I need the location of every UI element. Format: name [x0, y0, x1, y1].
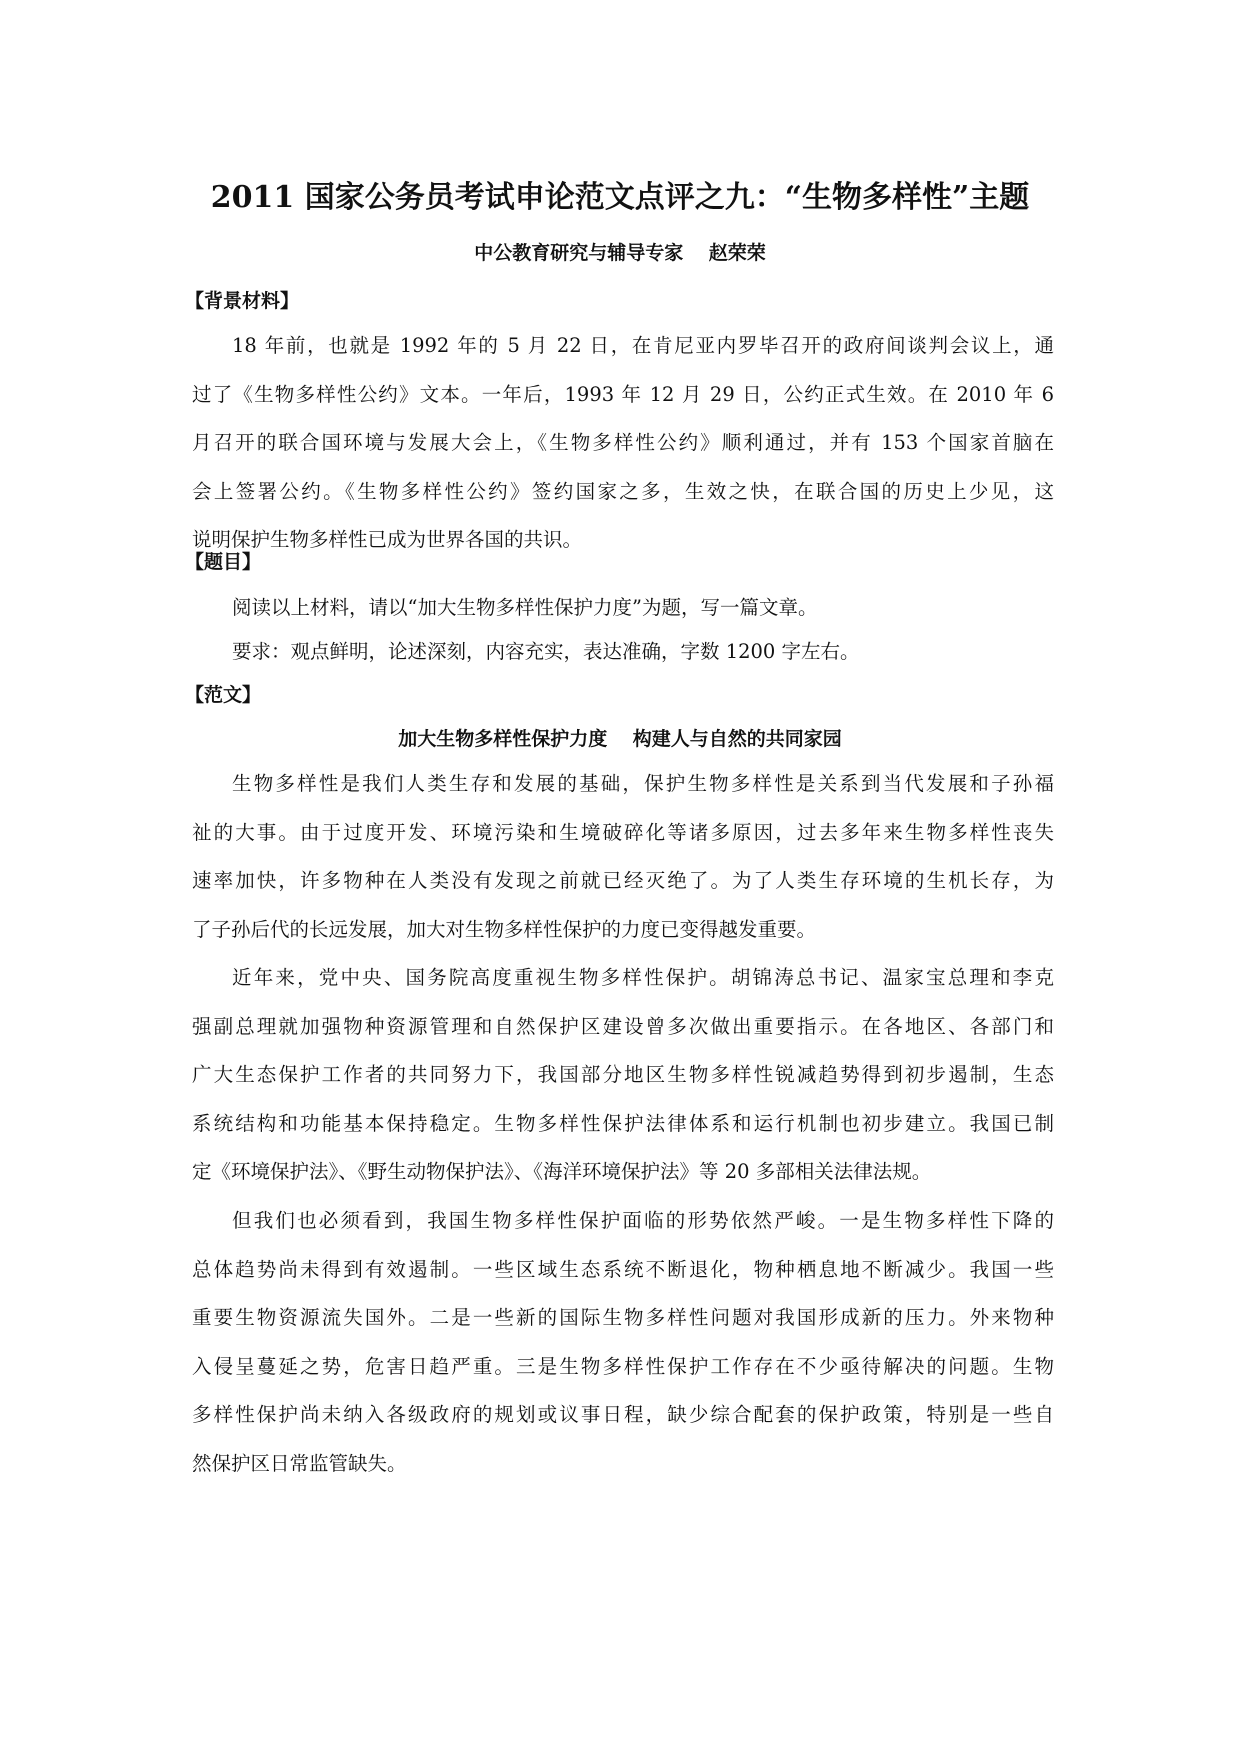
section-heading-question: 【题目】 — [185, 551, 262, 573]
text-line: 说明保护生物多样性已成为世界各国的共识。 — [192, 528, 583, 551]
text-line: 18 年前，也就是 1992 年的 5 月 22 日，在肯尼亚内罗毕召开的政府间谈判会议上，通 — [232, 334, 1054, 357]
text-line: 过了《生物多样性公约》文本。一年后，1993 年 12 月 29 日，公约正式生效。在 2010 年 6 — [192, 382, 1054, 406]
essay-paragraph-2 — [192, 954, 1054, 1197]
document-title: 2011 国家公务员考试申论范文点评之九：“生物多样性”主题 — [210, 180, 1030, 215]
section-heading-essay: 【范文】 — [185, 684, 262, 706]
text-line: 要求：观点鲜明，论述深刻，内容充实，表达准确，字数 1200 字左右。 — [232, 640, 860, 663]
section-heading-background: 【背景材料】 — [185, 290, 300, 312]
text-line: 然保护区日常监管缺失。 — [192, 1451, 407, 1475]
text-line: 速率加快，许多物种在人类没有发现之前就已经灭绝了。为了人类生存环境的生机长存，为 — [192, 869, 1054, 892]
essay-title: 加大生物多样性保护力度 构建人与自然的共同家园 — [398, 728, 842, 750]
text-line: 定《环境保护法》、《野生动物保护法》、《海洋环境保护法》等 20 多部相关法律法规。 — [192, 1160, 932, 1183]
text-line: 系统结构和功能基本保持稳定。生物多样性保护法律体系和运行机制也初步建立。我国已制 — [192, 1111, 1054, 1135]
text-line: 总体趋势尚未得到有效遏制。一些区域生态系统不断退化，物种栖息地不断减少。我国一些 — [192, 1257, 1054, 1281]
text-line: 入侵呈蔓延之势，危害日趋严重。三是生物多样性保护工作存在不少亟待解决的问题。生物 — [192, 1354, 1054, 1378]
text-line: 月召开的联合国环境与发展大会上，《生物多样性公约》顺利通过，并有 153 个国家首脑在 — [192, 431, 1054, 454]
text-line: 重要生物资源流失国外。二是一些新的国际生物多样性问题对我国形成新的压力。外来物种 — [192, 1306, 1054, 1329]
document-author: 中公教育研究与辅导专家 赵荣荣 — [474, 242, 766, 264]
background-paragraph — [192, 322, 1054, 565]
text-line: 广大生态保护工作者的共同努力下，我国部分地区生物多样性锐减趋势得到初步遏制，生态 — [192, 1063, 1054, 1086]
text-line: 生物多样性是我们人类生存和发展的基础，保护生物多样性是关系到当代发展和子孙福 — [232, 772, 1054, 795]
text-line: 多样性保护尚未纳入各级政府的规划或议事日程，缺少综合配套的保护政策，特别是一些自 — [192, 1403, 1054, 1426]
text-line: 阅读以上材料，请以“加大生物多样性保护力度”为题，写一篇文章。 — [232, 596, 818, 619]
question-paragraph — [192, 584, 1054, 633]
text-line: 强副总理就加强物种资源管理和自然保护区建设曾多次做出重要指示。在各地区、各部门和 — [192, 1014, 1054, 1038]
text-line: 会上签署公约。《生物多样性公约》签约国家之多，生效之快，在联合国的历史上少见，这 — [192, 479, 1054, 503]
text-line: 但我们也必须看到，我国生物多样性保护面临的形势依然严峻。一是生物多样性下降的 — [232, 1209, 1054, 1232]
requirements-paragraph — [192, 628, 1054, 677]
text-line: 祉的大事。由于过度开发、环境污染和生境破碎化等诸多原因，过去多年来生物多样性丧失 — [192, 820, 1054, 844]
essay-paragraph-3 — [192, 1197, 1054, 1488]
text-line: 了子孙后代的长远发展，加大对生物多样性保护的力度已变得越发重要。 — [192, 917, 817, 941]
text-line: 近年来，党中央、国务院高度重视生物多样性保护。胡锦涛总书记、温家宝总理和李克 — [232, 966, 1054, 989]
essay-paragraph-1 — [192, 760, 1054, 954]
